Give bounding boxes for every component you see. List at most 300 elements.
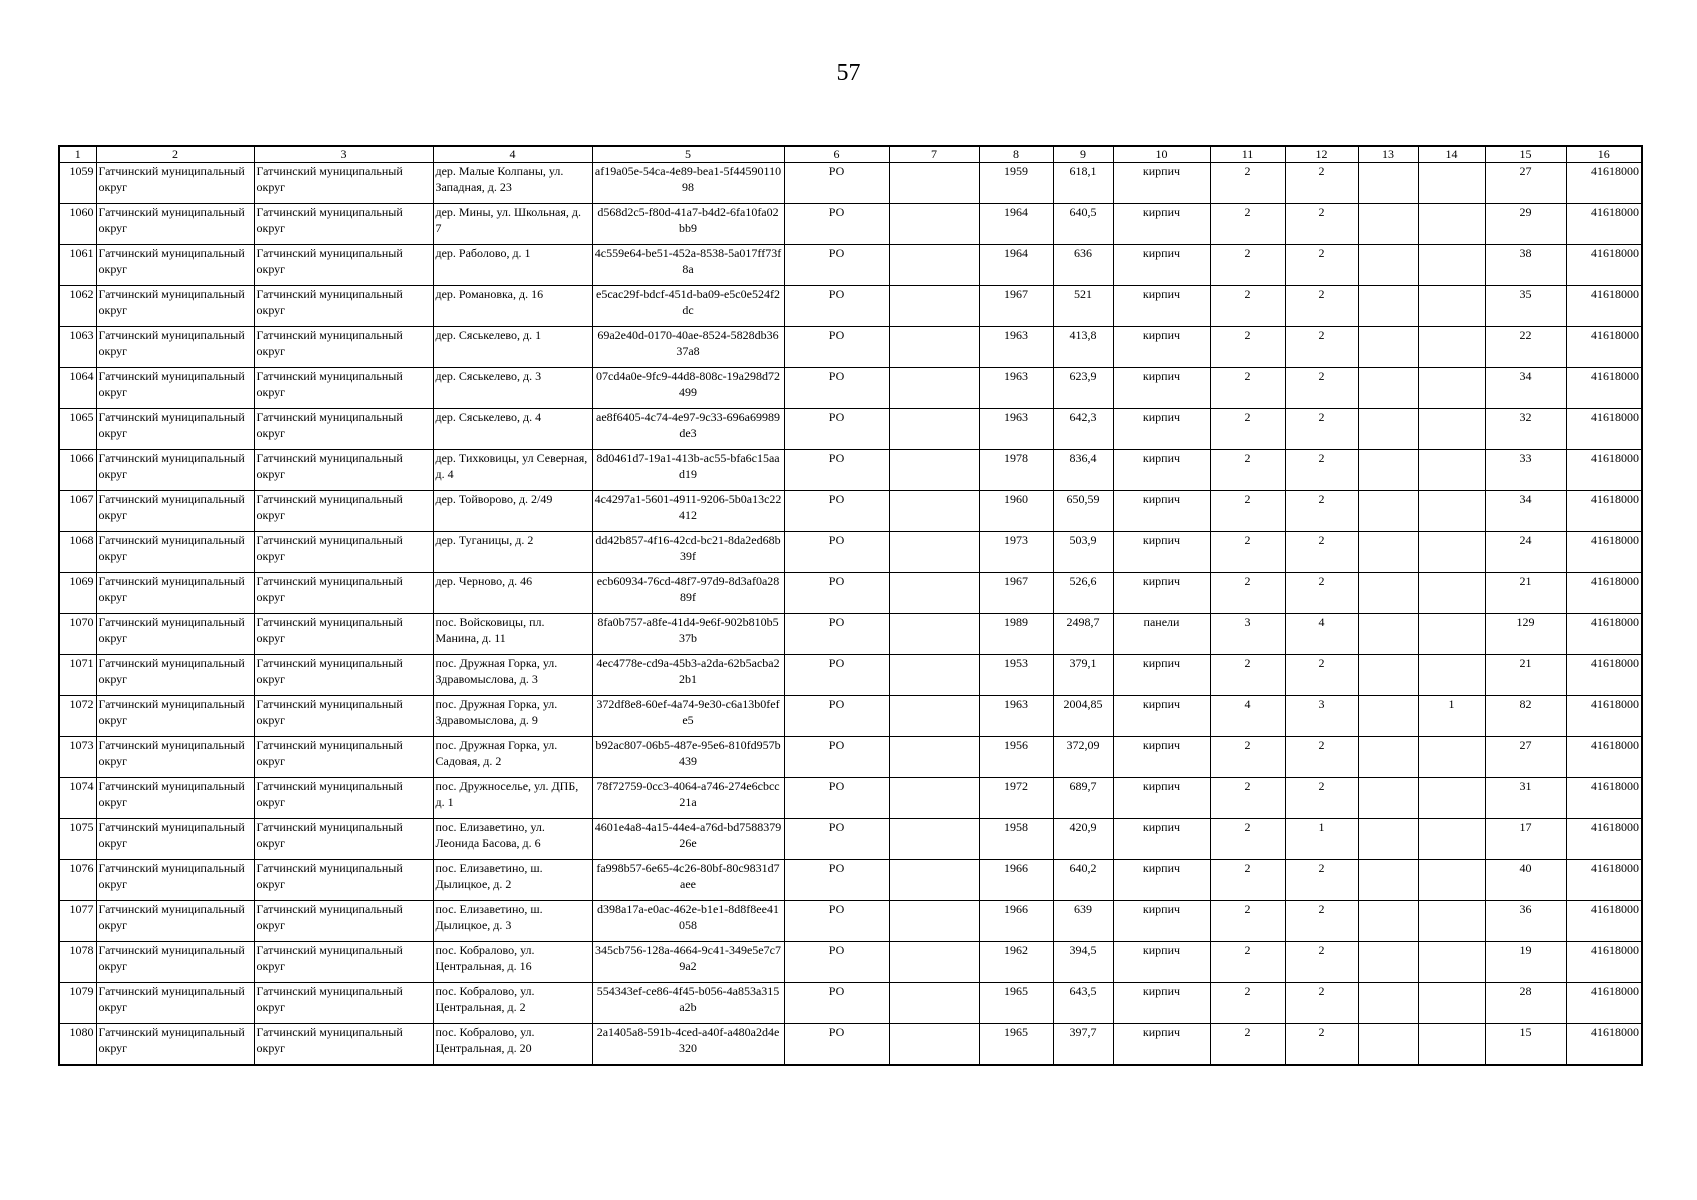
entrances-cell: 2: [1285, 983, 1358, 1024]
oktmo-cell: 41618000: [1566, 737, 1642, 778]
column-header: 12: [1285, 146, 1358, 163]
floors-cell: 2: [1210, 983, 1285, 1024]
year-cell: 1964: [979, 245, 1053, 286]
row-number-cell: 1073: [59, 737, 96, 778]
material-cell: кирпич: [1113, 860, 1210, 901]
guid-cell: 8d0461d7-19a1-413b-ac55-bfa6c15aad19: [592, 450, 784, 491]
address-cell: пос. Дружная Горка, ул. Здравомыслова, д. 9: [433, 696, 592, 737]
guid-cell: af19a05e-54ca-4e89-bea1-5f4459011098: [592, 163, 784, 204]
code-cell: РО: [784, 860, 889, 901]
guid-cell: 4601e4a8-4a15-44e4-a76d-bd758837926e: [592, 819, 784, 860]
year-cell: 1973: [979, 532, 1053, 573]
address-cell: дер. Малые Колпаны, ул. Западная, д. 23: [433, 163, 592, 204]
floors-cell: 2: [1210, 532, 1285, 573]
material-cell: кирпич: [1113, 573, 1210, 614]
entrances-cell: 2: [1285, 204, 1358, 245]
material-cell: кирпич: [1113, 163, 1210, 204]
col14-cell: [1418, 819, 1485, 860]
table-row: [59, 532, 1642, 573]
year-cell: 1953: [979, 655, 1053, 696]
year-cell: 1958: [979, 819, 1053, 860]
table-row: [59, 286, 1642, 327]
area-cell: 636: [1053, 245, 1113, 286]
code-cell: РО: [784, 409, 889, 450]
row-number-cell: 1077: [59, 901, 96, 942]
entrances-cell: 2: [1285, 655, 1358, 696]
col14-cell: [1418, 778, 1485, 819]
entrances-cell: 2: [1285, 327, 1358, 368]
guid-cell: d568d2c5-f80d-41a7-b4d2-6fa10fa02bb9: [592, 204, 784, 245]
apartments-cell: 17: [1485, 819, 1566, 860]
floors-cell: 2: [1210, 1024, 1285, 1066]
settlement-cell: Гатчинский муниципальный округ: [254, 901, 433, 942]
municipality-cell: Гатчинский муниципальный округ: [96, 573, 254, 614]
settlement-cell: Гатчинский муниципальный округ: [254, 614, 433, 655]
oktmo-cell: 41618000: [1566, 368, 1642, 409]
year-cell: 1960: [979, 491, 1053, 532]
address-cell: пос. Кобралово, ул. Центральная, д. 20: [433, 1024, 592, 1066]
col13-cell: [1358, 491, 1418, 532]
floors-cell: 2: [1210, 573, 1285, 614]
col14-cell: [1418, 983, 1485, 1024]
column-header: 13: [1358, 146, 1418, 163]
entrances-cell: 2: [1285, 942, 1358, 983]
material-cell: кирпич: [1113, 409, 1210, 450]
address-cell: дер. Сяськелево, д. 1: [433, 327, 592, 368]
floors-cell: 2: [1210, 409, 1285, 450]
municipality-cell: Гатчинский муниципальный округ: [96, 655, 254, 696]
col13-cell: [1358, 614, 1418, 655]
material-cell: кирпич: [1113, 245, 1210, 286]
apartments-cell: 33: [1485, 450, 1566, 491]
row-number-cell: 1072: [59, 696, 96, 737]
code-cell: РО: [784, 614, 889, 655]
entrances-cell: 2: [1285, 901, 1358, 942]
table-row: [59, 327, 1642, 368]
table-row: [59, 901, 1642, 942]
entrances-cell: 2: [1285, 245, 1358, 286]
settlement-cell: Гатчинский муниципальный округ: [254, 860, 433, 901]
code-cell: РО: [784, 696, 889, 737]
municipality-cell: Гатчинский муниципальный округ: [96, 286, 254, 327]
table-row: [59, 204, 1642, 245]
municipality-cell: Гатчинский муниципальный округ: [96, 163, 254, 204]
entrances-cell: 1: [1285, 819, 1358, 860]
apartments-cell: 21: [1485, 573, 1566, 614]
settlement-cell: Гатчинский муниципальный округ: [254, 450, 433, 491]
address-cell: дер. Мины, ул. Школьная, д. 7: [433, 204, 592, 245]
code-cell: РО: [784, 737, 889, 778]
material-cell: кирпич: [1113, 368, 1210, 409]
settlement-cell: Гатчинский муниципальный округ: [254, 696, 433, 737]
col14-cell: [1418, 409, 1485, 450]
registry-table: [58, 145, 1643, 1066]
year-cell: 1972: [979, 778, 1053, 819]
apartments-cell: 31: [1485, 778, 1566, 819]
table-row: [59, 614, 1642, 655]
table-row: [59, 737, 1642, 778]
area-cell: 618,1: [1053, 163, 1113, 204]
col14-cell: [1418, 942, 1485, 983]
code-cell: РО: [784, 942, 889, 983]
col13-cell: [1358, 696, 1418, 737]
empty-cell: [889, 286, 979, 327]
material-cell: кирпич: [1113, 778, 1210, 819]
year-cell: 1959: [979, 163, 1053, 204]
area-cell: 689,7: [1053, 778, 1113, 819]
col13-cell: [1358, 901, 1418, 942]
apartments-cell: 40: [1485, 860, 1566, 901]
address-cell: дер. Черново, д. 46: [433, 573, 592, 614]
entrances-cell: 2: [1285, 163, 1358, 204]
empty-cell: [889, 409, 979, 450]
oktmo-cell: 41618000: [1566, 409, 1642, 450]
apartments-cell: 28: [1485, 983, 1566, 1024]
area-cell: 623,9: [1053, 368, 1113, 409]
entrances-cell: 2: [1285, 1024, 1358, 1066]
municipality-cell: Гатчинский муниципальный округ: [96, 327, 254, 368]
code-cell: РО: [784, 983, 889, 1024]
col13-cell: [1358, 409, 1418, 450]
address-cell: пос. Елизаветино, ш. Дылицкое, д. 3: [433, 901, 592, 942]
settlement-cell: Гатчинский муниципальный округ: [254, 163, 433, 204]
row-number-cell: 1064: [59, 368, 96, 409]
settlement-cell: Гатчинский муниципальный округ: [254, 737, 433, 778]
floors-cell: 2: [1210, 286, 1285, 327]
column-header: 7: [889, 146, 979, 163]
guid-cell: 554343ef-ce86-4f45-b056-4a853a315a2b: [592, 983, 784, 1024]
floors-cell: 2: [1210, 942, 1285, 983]
year-cell: 1963: [979, 409, 1053, 450]
row-number-cell: 1060: [59, 204, 96, 245]
area-cell: 2498,7: [1053, 614, 1113, 655]
empty-cell: [889, 778, 979, 819]
code-cell: РО: [784, 245, 889, 286]
empty-cell: [889, 901, 979, 942]
settlement-cell: Гатчинский муниципальный округ: [254, 409, 433, 450]
settlement-cell: Гатчинский муниципальный округ: [254, 286, 433, 327]
column-header: 1: [59, 146, 96, 163]
area-cell: 640,5: [1053, 204, 1113, 245]
address-cell: пос. Елизаветино, ш. Дылицкое, д. 2: [433, 860, 592, 901]
row-number-cell: 1074: [59, 778, 96, 819]
col13-cell: [1358, 286, 1418, 327]
column-header: 16: [1566, 146, 1642, 163]
table-row: [59, 983, 1642, 1024]
col13-cell: [1358, 327, 1418, 368]
col14-cell: [1418, 163, 1485, 204]
row-number-cell: 1067: [59, 491, 96, 532]
code-cell: РО: [784, 532, 889, 573]
oktmo-cell: 41618000: [1566, 245, 1642, 286]
table-row: [59, 860, 1642, 901]
row-number-cell: 1075: [59, 819, 96, 860]
code-cell: РО: [784, 573, 889, 614]
apartments-cell: 38: [1485, 245, 1566, 286]
address-cell: пос. Дружная Горка, ул. Садовая, д. 2: [433, 737, 592, 778]
col14-cell: [1418, 204, 1485, 245]
floors-cell: 2: [1210, 737, 1285, 778]
address-cell: пос. Дружная Горка, ул. Здравомыслова, д. 3: [433, 655, 592, 696]
col14-cell: [1418, 1024, 1485, 1066]
settlement-cell: Гатчинский муниципальный округ: [254, 942, 433, 983]
col13-cell: [1358, 368, 1418, 409]
area-cell: 503,9: [1053, 532, 1113, 573]
address-cell: дер. Романовка, д. 16: [433, 286, 592, 327]
code-cell: РО: [784, 491, 889, 532]
area-cell: 640,2: [1053, 860, 1113, 901]
code-cell: РО: [784, 450, 889, 491]
col13-cell: [1358, 573, 1418, 614]
settlement-cell: Гатчинский муниципальный округ: [254, 1024, 433, 1066]
col13-cell: [1358, 450, 1418, 491]
oktmo-cell: 41618000: [1566, 942, 1642, 983]
material-cell: кирпич: [1113, 204, 1210, 245]
area-cell: 643,5: [1053, 983, 1113, 1024]
row-number-cell: 1065: [59, 409, 96, 450]
entrances-cell: 2: [1285, 450, 1358, 491]
col13-cell: [1358, 819, 1418, 860]
material-cell: кирпич: [1113, 819, 1210, 860]
guid-cell: 345cb756-128a-4664-9c41-349e5e7c79a2: [592, 942, 784, 983]
empty-cell: [889, 819, 979, 860]
address-cell: пос. Дружноселье, ул. ДПБ, д. 1: [433, 778, 592, 819]
apartments-cell: 27: [1485, 163, 1566, 204]
municipality-cell: Гатчинский муниципальный округ: [96, 409, 254, 450]
entrances-cell: 2: [1285, 491, 1358, 532]
guid-cell: 8fa0b757-a8fe-41d4-9e6f-902b810b537b: [592, 614, 784, 655]
apartments-cell: 21: [1485, 655, 1566, 696]
column-header: 8: [979, 146, 1053, 163]
oktmo-cell: 41618000: [1566, 819, 1642, 860]
guid-cell: fa998b57-6e65-4c26-80bf-80c9831d7aee: [592, 860, 784, 901]
area-cell: 526,6: [1053, 573, 1113, 614]
table-row: [59, 163, 1642, 204]
row-number-cell: 1070: [59, 614, 96, 655]
municipality-cell: Гатчинский муниципальный округ: [96, 778, 254, 819]
material-cell: кирпич: [1113, 655, 1210, 696]
municipality-cell: Гатчинский муниципальный округ: [96, 532, 254, 573]
col13-cell: [1358, 778, 1418, 819]
oktmo-cell: 41618000: [1566, 860, 1642, 901]
empty-cell: [889, 204, 979, 245]
guid-cell: ecb60934-76cd-48f7-97d9-8d3af0a2889f: [592, 573, 784, 614]
address-cell: пос. Кобралово, ул. Центральная, д. 2: [433, 983, 592, 1024]
oktmo-cell: 41618000: [1566, 614, 1642, 655]
code-cell: РО: [784, 655, 889, 696]
table-row: [59, 942, 1642, 983]
area-cell: 397,7: [1053, 1024, 1113, 1066]
floors-cell: 2: [1210, 204, 1285, 245]
municipality-cell: Гатчинский муниципальный округ: [96, 491, 254, 532]
municipality-cell: Гатчинский муниципальный округ: [96, 1024, 254, 1066]
oktmo-cell: 41618000: [1566, 778, 1642, 819]
area-cell: 413,8: [1053, 327, 1113, 368]
floors-cell: 2: [1210, 245, 1285, 286]
col13-cell: [1358, 860, 1418, 901]
floors-cell: 2: [1210, 491, 1285, 532]
empty-cell: [889, 614, 979, 655]
material-cell: кирпич: [1113, 450, 1210, 491]
municipality-cell: Гатчинский муниципальный округ: [96, 860, 254, 901]
oktmo-cell: 41618000: [1566, 163, 1642, 204]
municipality-cell: Гатчинский муниципальный округ: [96, 983, 254, 1024]
apartments-cell: 129: [1485, 614, 1566, 655]
area-cell: 379,1: [1053, 655, 1113, 696]
oktmo-cell: 41618000: [1566, 573, 1642, 614]
guid-cell: 2a1405a8-591b-4ced-a40f-a480a2d4e320: [592, 1024, 784, 1066]
code-cell: РО: [784, 819, 889, 860]
empty-cell: [889, 491, 979, 532]
address-cell: пос. Войсковицы, пл. Манина, д. 11: [433, 614, 592, 655]
municipality-cell: Гатчинский муниципальный округ: [96, 614, 254, 655]
col14-cell: [1418, 286, 1485, 327]
col13-cell: [1358, 655, 1418, 696]
oktmo-cell: 41618000: [1566, 204, 1642, 245]
empty-cell: [889, 696, 979, 737]
address-cell: дер. Туганицы, д. 2: [433, 532, 592, 573]
apartments-cell: 32: [1485, 409, 1566, 450]
column-header: 11: [1210, 146, 1285, 163]
guid-cell: 4c559e64-be51-452a-8538-5a017ff73f8a: [592, 245, 784, 286]
settlement-cell: Гатчинский муниципальный округ: [254, 204, 433, 245]
area-cell: 394,5: [1053, 942, 1113, 983]
settlement-cell: Гатчинский муниципальный округ: [254, 819, 433, 860]
oktmo-cell: 41618000: [1566, 491, 1642, 532]
year-cell: 1956: [979, 737, 1053, 778]
table-row: [59, 778, 1642, 819]
municipality-cell: Гатчинский муниципальный округ: [96, 901, 254, 942]
oktmo-cell: 41618000: [1566, 1024, 1642, 1066]
material-cell: кирпич: [1113, 901, 1210, 942]
col14-cell: [1418, 327, 1485, 368]
address-cell: пос. Кобралово, ул. Центральная, д. 16: [433, 942, 592, 983]
col13-cell: [1358, 163, 1418, 204]
row-number-cell: 1063: [59, 327, 96, 368]
guid-cell: ae8f6405-4c74-4e97-9c33-696a69989de3: [592, 409, 784, 450]
column-number-row: [59, 146, 1642, 163]
col14-cell: [1418, 368, 1485, 409]
col14-cell: [1418, 532, 1485, 573]
year-cell: 1963: [979, 327, 1053, 368]
area-cell: 2004,85: [1053, 696, 1113, 737]
address-cell: дер. Тойворово, д. 2/49: [433, 491, 592, 532]
floors-cell: 2: [1210, 819, 1285, 860]
settlement-cell: Гатчинский муниципальный округ: [254, 491, 433, 532]
entrances-cell: 2: [1285, 860, 1358, 901]
empty-cell: [889, 983, 979, 1024]
empty-cell: [889, 368, 979, 409]
guid-cell: 4c4297a1-5601-4911-9206-5b0a13c22412: [592, 491, 784, 532]
empty-cell: [889, 655, 979, 696]
column-header: 6: [784, 146, 889, 163]
code-cell: РО: [784, 1024, 889, 1066]
apartments-cell: 34: [1485, 491, 1566, 532]
apartments-cell: 34: [1485, 368, 1566, 409]
oktmo-cell: 41618000: [1566, 696, 1642, 737]
row-number-cell: 1069: [59, 573, 96, 614]
address-cell: дер. Сяськелево, д. 4: [433, 409, 592, 450]
material-cell: кирпич: [1113, 327, 1210, 368]
area-cell: 836,4: [1053, 450, 1113, 491]
table-row: [59, 245, 1642, 286]
row-number-cell: 1061: [59, 245, 96, 286]
entrances-cell: 3: [1285, 696, 1358, 737]
column-header: 5: [592, 146, 784, 163]
floors-cell: 2: [1210, 368, 1285, 409]
page-number: 57: [836, 60, 861, 86]
floors-cell: 2: [1210, 163, 1285, 204]
entrances-cell: 2: [1285, 286, 1358, 327]
guid-cell: 78f72759-0cc3-4064-a746-274e6cbcc21a: [592, 778, 784, 819]
area-cell: 642,3: [1053, 409, 1113, 450]
floors-cell: 2: [1210, 450, 1285, 491]
row-number-cell: 1062: [59, 286, 96, 327]
entrances-cell: 2: [1285, 532, 1358, 573]
empty-cell: [889, 450, 979, 491]
year-cell: 1967: [979, 286, 1053, 327]
table-row: [59, 1024, 1642, 1066]
apartments-cell: 22: [1485, 327, 1566, 368]
empty-cell: [889, 737, 979, 778]
table-row: [59, 368, 1642, 409]
guid-cell: e5cac29f-bdcf-451d-ba09-e5c0e524f2dc: [592, 286, 784, 327]
table-body: [59, 163, 1642, 1066]
address-cell: дер. Тихковицы, ул Северная, д. 4: [433, 450, 592, 491]
apartments-cell: 35: [1485, 286, 1566, 327]
column-header: 4: [433, 146, 592, 163]
oktmo-cell: 41618000: [1566, 983, 1642, 1024]
guid-cell: d398a17a-e0ac-462e-b1e1-8d8f8ee41058: [592, 901, 784, 942]
guid-cell: dd42b857-4f16-42cd-bc21-8da2ed68b39f: [592, 532, 784, 573]
material-cell: кирпич: [1113, 696, 1210, 737]
col14-cell: [1418, 860, 1485, 901]
column-header: 15: [1485, 146, 1566, 163]
entrances-cell: 2: [1285, 778, 1358, 819]
area-cell: 521: [1053, 286, 1113, 327]
empty-cell: [889, 860, 979, 901]
col14-cell: [1418, 245, 1485, 286]
col13-cell: [1358, 942, 1418, 983]
row-number-cell: 1076: [59, 860, 96, 901]
floors-cell: 2: [1210, 327, 1285, 368]
address-cell: дер. Сяськелево, д. 3: [433, 368, 592, 409]
table-row: [59, 819, 1642, 860]
table-row: [59, 450, 1642, 491]
address-cell: пос. Елизаветино, ул. Леонида Басова, д. 6: [433, 819, 592, 860]
municipality-cell: Гатчинский муниципальный округ: [96, 368, 254, 409]
floors-cell: 2: [1210, 901, 1285, 942]
material-cell: кирпич: [1113, 942, 1210, 983]
settlement-cell: Гатчинский муниципальный округ: [254, 327, 433, 368]
year-cell: 1963: [979, 696, 1053, 737]
floors-cell: 2: [1210, 778, 1285, 819]
row-number-cell: 1059: [59, 163, 96, 204]
apartments-cell: 19: [1485, 942, 1566, 983]
entrances-cell: 2: [1285, 573, 1358, 614]
column-header: 9: [1053, 146, 1113, 163]
code-cell: РО: [784, 778, 889, 819]
empty-cell: [889, 163, 979, 204]
code-cell: РО: [784, 286, 889, 327]
guid-cell: 4ec4778e-cd9a-45b3-a2da-62b5acba22b1: [592, 655, 784, 696]
year-cell: 1966: [979, 860, 1053, 901]
settlement-cell: Гатчинский муниципальный округ: [254, 655, 433, 696]
area-cell: 639: [1053, 901, 1113, 942]
year-cell: 1964: [979, 204, 1053, 245]
col14-cell: 1: [1418, 696, 1485, 737]
year-cell: 1963: [979, 368, 1053, 409]
